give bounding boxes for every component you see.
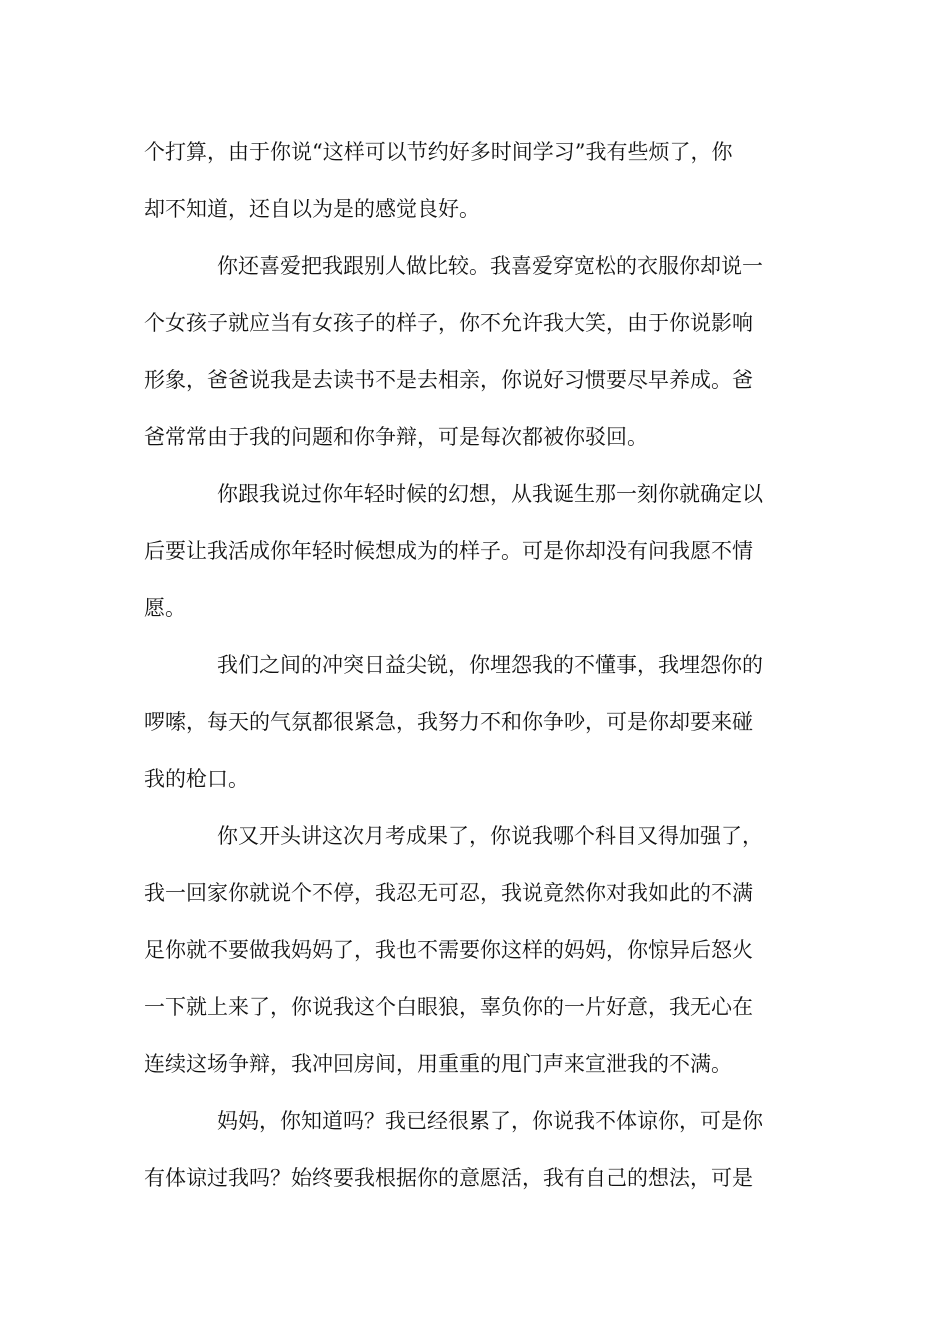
text-line: 形象，爸爸说我是去读书不是去相亲，你说好习惯要尽早养成。爸	[144, 368, 753, 392]
text-line: 后要让我活成你年轻时候想成为的样子。可是你却没有问我愿不情	[144, 539, 753, 563]
text-line: 个女孩子就应当有女孩子的样子，你不允许我大笑，由于你说影响	[144, 311, 753, 335]
text-line: 爸常常由于我的问题和你争辩，可是每次都被你驳回。	[144, 425, 648, 449]
text-line: 足你就不要做我妈妈了，我也不需要你这样的妈妈，你惊异后怒火	[144, 938, 753, 962]
text-line: 连续这场争辩，我冲回房间，用重重的甩门声来宣泄我的不满。	[144, 1052, 732, 1076]
text-line: 有体谅过我吗？始终要我根据你的意愿活，我有自己的想法，可是	[144, 1166, 753, 1190]
text-line: 我的枪口。	[144, 767, 249, 791]
paragraph-first-line: 你又开头讲这次月考成果了，你说我哪个科目又得加强了，	[217, 824, 763, 848]
text-line: 一下就上来了，你说我这个白眼狼，辜负你的一片好意，我无心在	[144, 995, 753, 1019]
paragraph-first-line: 你跟我说过你年轻时候的幻想，从我诞生那一刻你就确定以	[217, 482, 763, 506]
text-line: 却不知道，还自以为是的感觉良好。	[144, 197, 480, 221]
text-line: 愿。	[144, 596, 186, 620]
paragraph-first-line: 你还喜爱把我跟别人做比较。我喜爱穿宽松的衣服你却说一	[217, 254, 763, 278]
text-line: 个打算，由于你说“这样可以节约好多时间学习”我有些烦了，你	[144, 140, 733, 164]
text-line: 啰嗦，每天的气氛都很紧急，我努力不和你争吵，可是你却要来碰	[144, 710, 753, 734]
paragraph-first-line: 我们之间的冲突日益尖锐，你埋怨我的不懂事，我埋怨你的	[217, 653, 763, 677]
paragraph-first-line: 妈妈，你知道吗？我已经很累了，你说我不体谅你，可是你	[217, 1109, 763, 1133]
document-body	[144, 124, 808, 1207]
text-line: 我一回家你就说个不停，我忍无可忍，我说竟然你对我如此的不满	[144, 881, 753, 905]
